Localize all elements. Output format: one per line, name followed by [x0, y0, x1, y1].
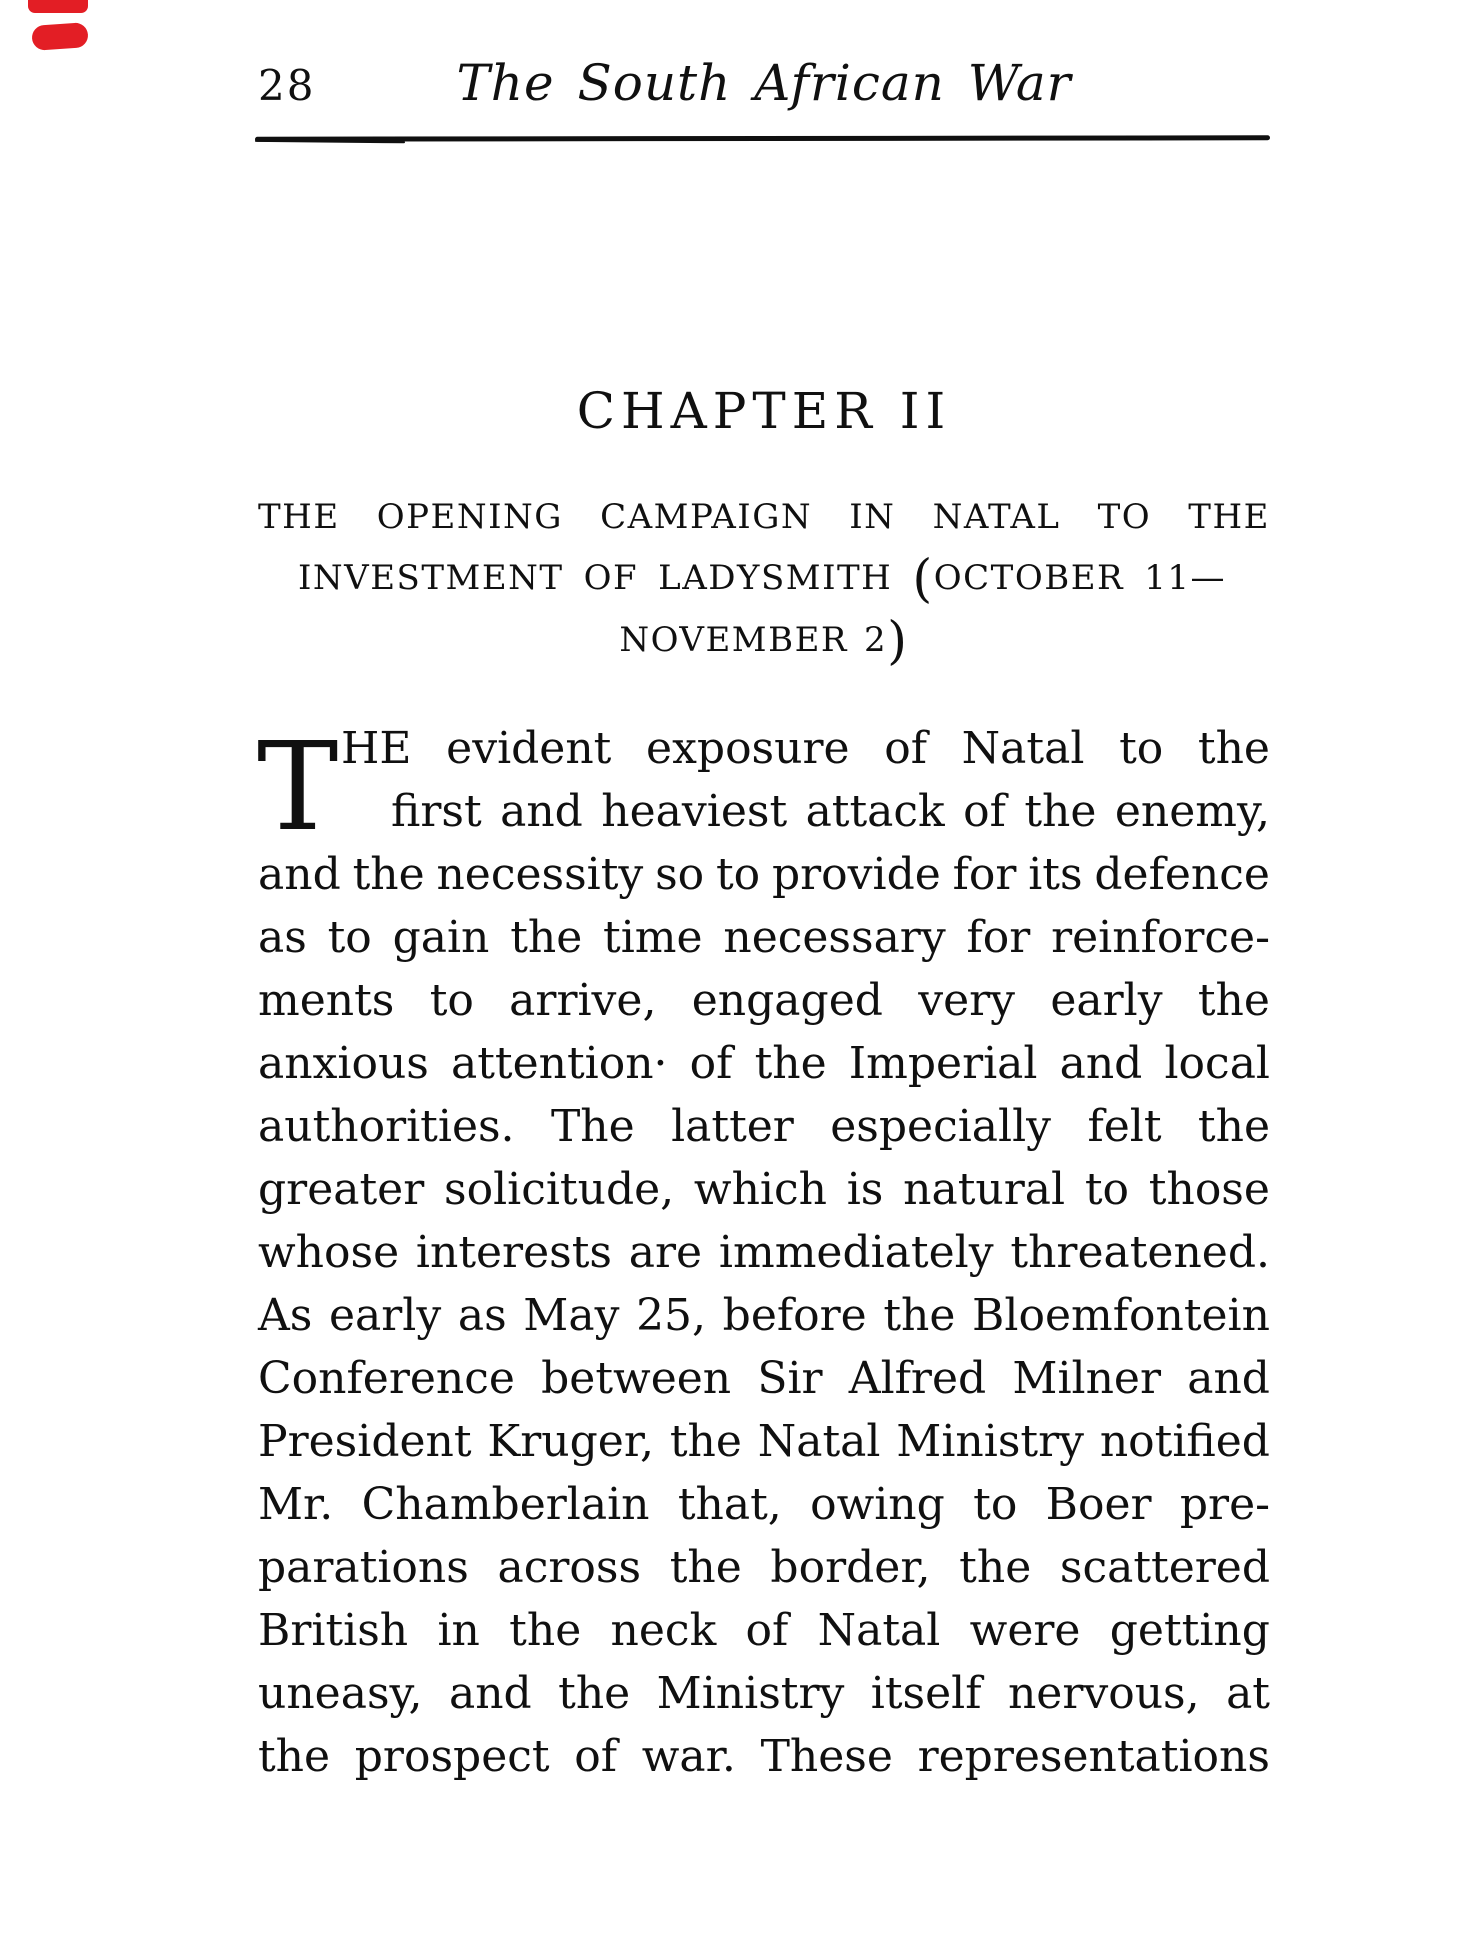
word: representations — [917, 1731, 1270, 1782]
word: the — [352, 849, 425, 900]
word: Imperial — [848, 1038, 1038, 1089]
word: interests — [415, 1227, 612, 1278]
word: Conference — [258, 1353, 515, 1404]
word: necessary — [723, 912, 946, 963]
word: May — [523, 1290, 620, 1341]
word: to — [1119, 723, 1164, 774]
word: latter — [671, 1101, 794, 1152]
word: the — [1197, 1101, 1270, 1152]
body-line — [258, 1731, 1270, 1794]
word: border, — [770, 1542, 931, 1593]
word: of — [963, 786, 1006, 837]
word: to — [327, 912, 372, 963]
word: in — [437, 1605, 480, 1656]
word: NOVEMBER — [619, 620, 849, 660]
word: those — [1148, 1164, 1270, 1215]
word: TO — [1097, 497, 1152, 537]
word: attention· — [451, 1038, 668, 1089]
body-line — [258, 912, 1270, 975]
word: anxious — [258, 1038, 429, 1089]
word: the — [959, 1542, 1032, 1593]
word: the — [754, 1038, 827, 1089]
word: nervous, — [1007, 1668, 1200, 1719]
word: that, — [677, 1479, 782, 1530]
word: and — [1187, 1353, 1270, 1404]
word: the — [558, 1668, 631, 1719]
body-line — [258, 723, 1270, 786]
word: whose — [258, 1227, 400, 1278]
word: Alfred — [848, 1353, 987, 1404]
word: which — [693, 1164, 827, 1215]
word: as — [258, 912, 307, 963]
word: getting — [1109, 1605, 1270, 1656]
word: before — [722, 1290, 867, 1341]
word: Ministry — [656, 1668, 845, 1719]
word: evident — [446, 723, 612, 774]
word: to — [1084, 1164, 1130, 1215]
body-line — [258, 1290, 1270, 1353]
word: OPENING — [376, 497, 563, 537]
word: early — [1050, 975, 1163, 1026]
word: solicitude, — [444, 1164, 675, 1215]
word: and — [1059, 1038, 1143, 1089]
word: owing — [810, 1479, 945, 1530]
word: Boer — [1045, 1479, 1152, 1530]
word: THE — [258, 497, 340, 537]
word: Chamberlain — [361, 1479, 650, 1530]
word: LADYSMITH — [658, 558, 893, 598]
body-line — [258, 1227, 1270, 1290]
word: pre- — [1179, 1479, 1270, 1530]
word: Sir — [757, 1353, 823, 1404]
word: Mr. — [258, 1479, 334, 1530]
chapter-subtitle-line-1 — [258, 497, 1270, 538]
body-line — [258, 1542, 1270, 1605]
word: to — [973, 1479, 1018, 1530]
word: heaviest — [601, 786, 788, 837]
word: defence — [1094, 849, 1270, 900]
word: greater — [258, 1164, 425, 1215]
red-ink-mark-bottom — [31, 22, 89, 51]
running-title: The South African War — [456, 54, 1072, 112]
word: The — [550, 1101, 635, 1152]
body-paragraph — [257, 716, 1270, 1794]
word: reinforce- — [1051, 912, 1270, 963]
word: provide — [771, 849, 941, 900]
word: enemy, — [1114, 786, 1270, 837]
body-line — [258, 1353, 1270, 1416]
word: British — [258, 1605, 409, 1656]
word: to — [429, 975, 474, 1026]
word: Natal — [817, 1605, 941, 1656]
word: Bloemfontein — [972, 1290, 1270, 1341]
word: uneasy, — [258, 1668, 423, 1719]
word: arrive, — [509, 975, 657, 1026]
word: 25, — [636, 1290, 707, 1341]
word: the — [1024, 786, 1097, 837]
word: 2) — [864, 612, 909, 672]
word: the — [510, 912, 583, 963]
word: INVESTMENT — [298, 558, 564, 598]
word: and — [258, 849, 341, 900]
word: early — [328, 1290, 442, 1341]
word: President — [258, 1416, 472, 1467]
word: attack — [805, 786, 945, 837]
body-line — [258, 1668, 1270, 1731]
word: natural — [903, 1164, 1066, 1215]
word: and — [448, 1668, 532, 1719]
word: across — [497, 1542, 642, 1593]
word: THE — [1188, 497, 1270, 537]
body-line — [258, 975, 1270, 1038]
word: OF — [583, 558, 639, 598]
word: and — [500, 786, 583, 837]
header-rule — [255, 135, 1270, 141]
word: threatened. — [1010, 1227, 1270, 1278]
word: neck — [610, 1605, 717, 1656]
running-header — [258, 56, 1270, 116]
word: is — [846, 1164, 884, 1215]
word: are — [628, 1227, 703, 1278]
word: engaged — [691, 975, 883, 1026]
word: time — [603, 912, 703, 963]
word: to — [715, 849, 761, 900]
word: Natal — [961, 723, 1085, 774]
word: for — [966, 912, 1031, 963]
tall-parenthesis: ) — [887, 612, 909, 672]
body-line — [258, 1038, 1270, 1101]
word: the — [1197, 723, 1270, 774]
word: Natal — [757, 1416, 881, 1467]
tall-parenthesis: ( — [912, 550, 934, 610]
word: authorities. — [258, 1101, 515, 1152]
word: immediately — [718, 1227, 994, 1278]
word: (OCTOBER — [912, 550, 1125, 610]
word: especially — [830, 1101, 1052, 1152]
word: exposure — [646, 723, 850, 774]
word: These — [760, 1731, 893, 1782]
word: the — [258, 1731, 331, 1782]
word: itself — [870, 1668, 982, 1719]
word: the — [509, 1605, 582, 1656]
word: were — [969, 1605, 1081, 1656]
word: IN — [849, 497, 896, 537]
word: NATAL — [932, 497, 1061, 537]
word: of — [689, 1038, 733, 1089]
word: necessity — [436, 849, 644, 900]
word: at — [1226, 1668, 1270, 1719]
chapter-subtitle-line-3 — [258, 612, 1270, 672]
body-line — [258, 1605, 1270, 1668]
body-line — [258, 849, 1270, 912]
chapter-subtitle-line-2 — [258, 550, 1270, 610]
word: CAMPAIGN — [600, 497, 813, 537]
chapter-heading: CHAPTER II — [576, 382, 952, 440]
word: as — [457, 1290, 507, 1341]
word: felt — [1087, 1101, 1162, 1152]
word: scattered — [1059, 1542, 1270, 1593]
word: Milner — [1012, 1353, 1161, 1404]
word: of — [745, 1605, 789, 1656]
word: of — [574, 1731, 618, 1782]
page-number: 28 — [258, 61, 316, 110]
word: As — [258, 1290, 313, 1341]
word: very — [918, 975, 1016, 1026]
word: local — [1164, 1038, 1270, 1089]
word: prospect — [354, 1731, 550, 1782]
word: the — [883, 1290, 956, 1341]
word: parations — [258, 1542, 469, 1593]
word: notified — [1099, 1416, 1270, 1467]
body-line — [258, 1479, 1270, 1542]
word: war. — [641, 1731, 736, 1782]
word: HE — [341, 723, 412, 774]
word: Ministry — [896, 1416, 1084, 1467]
body-line — [258, 1416, 1270, 1479]
body-line — [258, 1101, 1270, 1164]
drop-cap-letter: T — [257, 716, 339, 858]
word: between — [541, 1353, 732, 1404]
word: 11— — [1144, 558, 1226, 598]
word: of — [884, 723, 927, 774]
word: its — [1028, 849, 1083, 900]
word: Kruger, — [487, 1416, 655, 1467]
word: the — [669, 1416, 742, 1467]
word: ments — [258, 975, 395, 1026]
word: the — [1197, 975, 1270, 1026]
body-line — [258, 1164, 1270, 1227]
word: gain — [392, 912, 490, 963]
word: first — [391, 786, 482, 837]
word: for — [952, 849, 1017, 900]
word: the — [669, 1542, 742, 1593]
red-ink-mark-top — [28, 0, 88, 13]
word: so — [655, 849, 705, 900]
body-line — [258, 786, 1270, 849]
